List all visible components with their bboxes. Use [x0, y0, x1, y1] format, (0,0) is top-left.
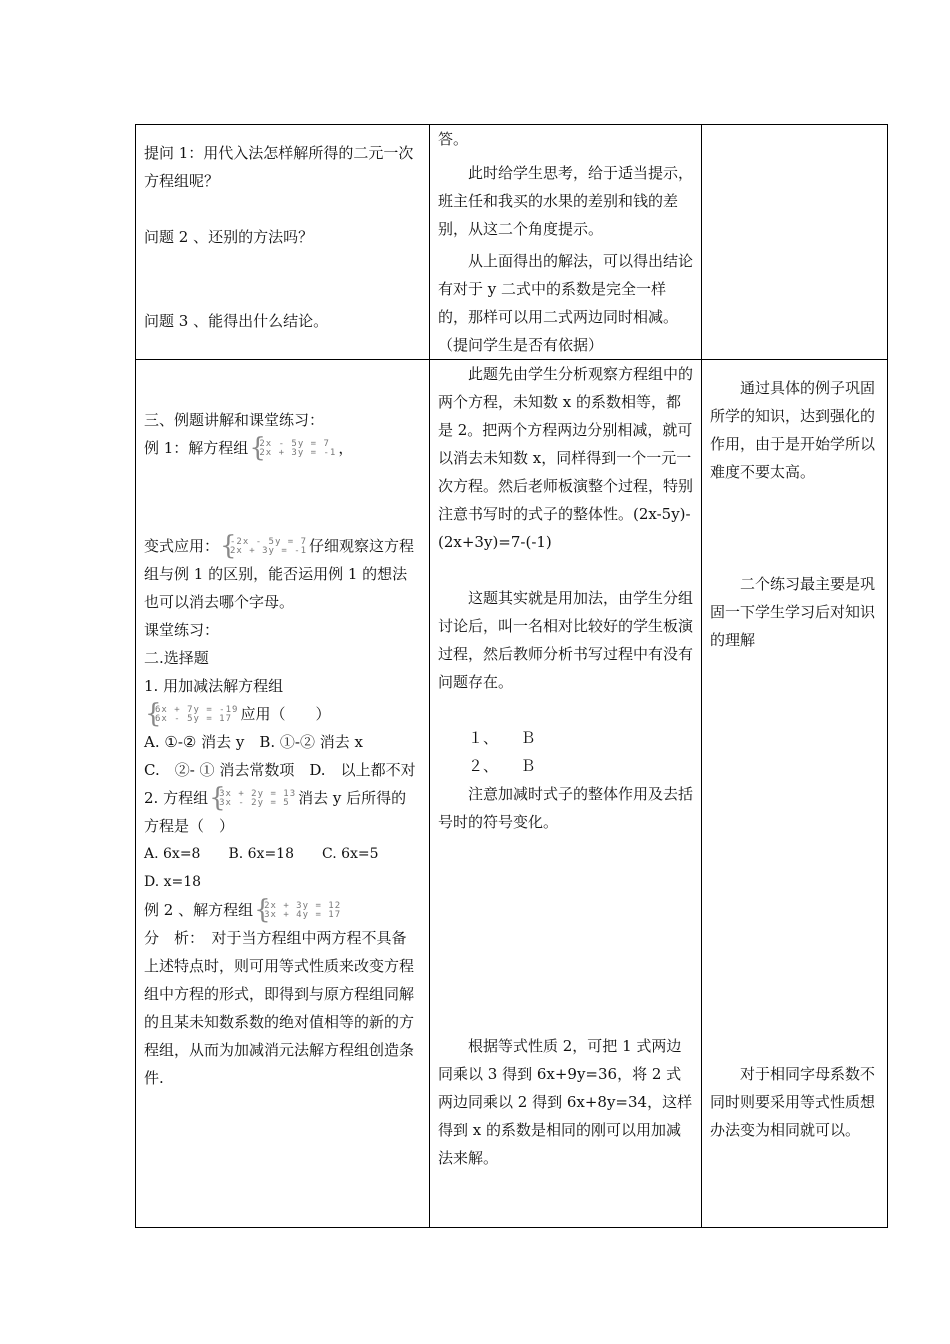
explanation-1: 此题先由学生分析观察方程组中的两个方程，未知数 x 的系数相等，都是 2。把两个方程两边分别相减，就可以消去未知数 x，同样得到一个一元一次方程。然后老师板演整个过程，特别注意书写时的式子的整体性。(2x-5y)-(2x+3y)=7-(-1) [438, 365, 694, 551]
section-title: 三、例题讲解和课堂练习： [144, 411, 325, 429]
table-row [136, 360, 888, 1228]
explanation-3: 注意加减时式子的整体作用及去括号时的符号变化。 [438, 785, 694, 831]
question-1-options-ab: A. ①-② 消去 y B. ①-② 消去 x [144, 733, 363, 751]
lesson-table [135, 124, 888, 1228]
question-2: 问题 2 、还别的方法吗？ [144, 228, 314, 246]
teacher-cell [430, 360, 702, 1228]
table-row [136, 125, 888, 360]
question-1-system: { 6x + 7y = -19 6x - 5y = 17 应用（ ） [144, 700, 421, 728]
conclusion-text: 从上面得出的解法，可以得出结论有对于 y 二式中的系数是完全一样的，那样可以用二式两边同时相减。（提问学生是否有依据） [438, 252, 694, 354]
analysis-text: 分 析： 对于当方程组中两方程不具备上述特点时，则可用等式性质来改变方程组中方程的形式，即得到与原方程组同解的且某未知数系数的绝对值相等的新的方程组，从而为加减消元法解方程组创造条件. [144, 929, 415, 1087]
note-3: 对于相同字母系数不同时则要采用等式性质想办法变为相同就可以。 [710, 1065, 876, 1139]
example-1-label: 例 1：解方程组 [144, 439, 249, 457]
question-1-stem: 1. 用加减法解方程组 [144, 677, 284, 695]
equation-system: { 3x + 2y = 13 3x - 2y = 5 [210, 790, 296, 808]
hint-text: 此时给学生思考，给于适当提示，班主任和我买的水果的差别和钱的差别，从这二个角度提示。 [438, 164, 694, 238]
equation-system: { 2x - 5y = 7 2x + 3y = -1 [250, 440, 336, 458]
activity-cell [136, 125, 430, 360]
note-2: 二个练习最主要是巩固一下学生学习后对知识的理解 [710, 575, 876, 649]
question-2-options: A. 6x=8 B. 6x=18 C. 6x=5 [144, 846, 379, 862]
activity-cell [136, 360, 430, 1228]
variant-application [144, 532, 421, 616]
explanation-2: 这题其实就是用加法，由学生分组讨论后，叫一名相对比较好的学生板演过程，然后教师分析书写过程中有没有问题存在。 [438, 589, 694, 691]
answer-text: 答。 [438, 130, 469, 148]
example-2 [144, 896, 421, 924]
equation-system: { -2x - 5y = 7 2x + 3y = -1 [221, 538, 307, 556]
question-3: 问题 3 、能得出什么结论。 [144, 312, 329, 330]
note-1: 通过具体的例子巩固所学的知识，达到强化的作用，由于是开始学所以难度不要太高。 [710, 379, 876, 481]
explanation-4: 根据等式性质 2，可把 1 式两边同乘以 3 得到 6x+9y=36，将 2 式两边同乘以 2 得到 6x+8y=34，这样得到 x 的系数是相同的刚可以用加减法来解。 [438, 1037, 693, 1167]
choice-title: 二.选择题 [144, 649, 209, 667]
variant-text: 仔细观察这方程组与例 1 的区别，能否运用例 1 的想法也可以消去哪个字母。 [144, 537, 415, 611]
example-2-label: 例 2 、解方程组 [144, 901, 254, 919]
practice-label: 课堂练习： [144, 621, 220, 639]
equation-system: { 2x + 3y = 12 3x + 4y = 17 [255, 902, 341, 920]
example-1: 例 1：解方程组 { 2x - 5y = 7 2x + 3y = -1 ， [144, 434, 421, 462]
teacher-cell [430, 125, 702, 360]
question-1-options-cd: C. ②- ① 消去常数项 D. 以上都不对 [144, 761, 416, 779]
answer-2: ２、 Ｂ [468, 757, 536, 775]
question-2-option-d: D. x=18 [144, 874, 202, 890]
question-2-stem: 2. 方程组 { 3x + 2y = 13 3x - 2y = 5 消去 y 后所得的方程是（ ） [144, 784, 421, 840]
equation-system: { 6x + 7y = -19 6x - 5y = 17 [146, 706, 238, 724]
answer-1: １、 Ｂ [468, 729, 536, 747]
question-1: 提问 1：用代入法怎样解所得的二元一次方程组呢？ [144, 144, 414, 190]
variant-label: 变式应用： [144, 537, 220, 555]
notes-cell [702, 360, 888, 1228]
notes-cell [702, 125, 888, 360]
